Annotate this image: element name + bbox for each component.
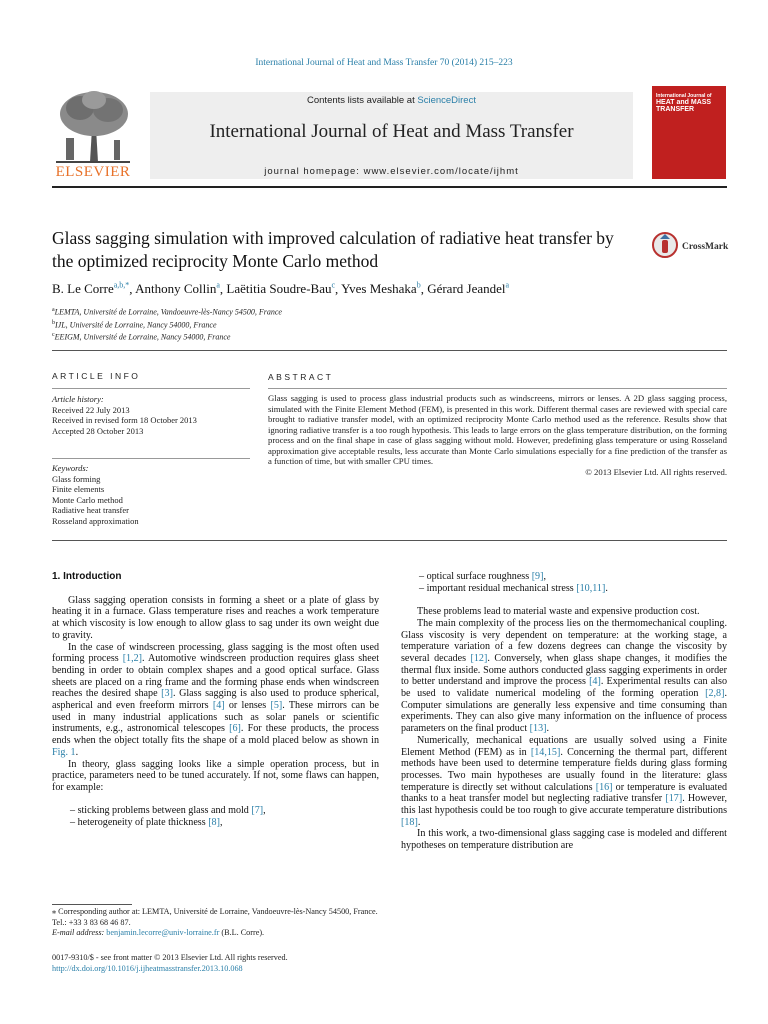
email-link[interactable]: benjamin.lecorre@univ-lorraine.fr [106,928,220,937]
affiliations [52,305,732,343]
list-item: – optical surface roughness [9], [419,571,546,582]
crossmark-label: CrossMark [682,242,729,252]
article-history [52,394,252,436]
sciencedirect-link[interactable]: ScienceDirect [417,95,476,106]
author-list: B. Le Corre$^{a,b,*}$, Anthony Collin$^a$, Laëtitia Soudre-Bau$^c$, Yves Meshaka$^b$, Gérard Jeandel$^a$ [52,281,510,297]
section-title: 1. Introduction [52,571,122,582]
author-5[interactable]: Gérard Jeandel$^a$ [427,281,510,297]
keyword: Radiative heat transfer [52,505,129,515]
list-item: – heterogeneity of plate thickness [8], [70,817,223,829]
cover-title: HEAT and MASS TRANSFER [656,99,712,113]
contents-prefix: Contents lists available at [307,95,418,106]
homepage-url[interactable]: www.elsevier.com/locate/ijhmt [363,166,519,177]
abstract-body: Glass sagging is used to process glass industrial products such as windscreens, mirrors or lenses. A 2D glass sagging process, simulated with the Finite Element Method (FEM), is presented in this work. Different thermal cases are reviewed with special care brought to radiative transfer model, with an optimized reciprocity Monte Carlo method used as the reference. Results show that ignoring radiative transfer is a too rough hypothesis. This leads to large errors on the glass temperature distribution, on the forming process and on the final shape in case of glass sagging without mold. However, predefining glass temperature or using Rosseland approximation give acceptable results, less accurate than Monte Carlo simulations especially for a fine prediction of the transfer as a function of time, but with smaller CPU times. [268,393,727,466]
history-label: Article history: [52,394,104,404]
list-item: – important residual mechanical stress [10,11]. [419,582,608,594]
paragraph: Numerically, mechanical equations are usually solved using a Finite Element Method (FEM) as in [14,15]. Concerning the thermal part, different methods have been used to determine temperature fields during glass forming processes. Two main hypotheses are usually found in the literature: glass temperature is directly set without calculations [16] or temperature is evaluated thanks to a heat transfer model but neglecting radiative transfer [17]. However, this last hypothesis could be too rough to give accurate temperature distributions [18]. [401,734,727,828]
keywords-label: Keywords: [52,463,89,473]
contents-line [150,95,633,106]
citation-link[interactable]: [4] [589,676,601,688]
keyword: Glass forming [52,473,101,484]
keyword: Monte Carlo method [52,494,123,505]
keywords-block [52,463,252,526]
list-item: – sticking problems between glass and mold [7], [70,805,266,817]
paragraph: Glass sagging operation consists in forming a sheet or a plate of glass by heating it in a furnace. Glass temperature rises and reaches a work temperature at which viscosity is low enough to allow glass to sag under its own weight due to gravity. [52,594,379,641]
affiliation-c: $^c$EEIGM, Université de Lorraine, Nancy 54000, France [52,332,231,342]
issn-line: 0017-9310/$ - see front matter © 2013 Elsevier Ltd. All rights reserved. [52,953,288,962]
abstract-heading: ABSTRACT [268,372,334,382]
citation-link[interactable]: [3] [161,688,173,700]
journal-cover-thumbnail [652,86,726,179]
citation-link[interactable]: [10,11] [576,582,606,594]
article-title: Glass sagging simulation with improved calculation of radiative heat transfer by the optimized reciprocity Monte Carlo method [52,228,614,271]
divider [52,350,727,351]
divider [52,458,250,459]
footnote-rule [52,904,132,905]
crossmark-badge[interactable] [651,230,731,260]
revised-date: Received in revised form 18 October 2013 [52,415,197,425]
paragraph: In theory, glass sagging looks like a simple operation process, but in practice, parameters need to be tuned accurately. If not, some flaws can happen, for example: [52,758,379,793]
journal-reference[interactable]: International Journal of Heat and Mass Transfer 70 (2014) 215–223 [255,58,513,68]
keyword: Finite elements [52,484,105,494]
author-3[interactable]: Laëtitia Soudre-Bau$^c$ [226,281,336,297]
header-rule [52,186,727,188]
article-info-heading: ARTICLE INFO [52,371,141,381]
email-label: E-mail address: [52,928,107,937]
paragraph: In this work, a two-dimensional glass sagging case is modeled and different hypotheses on temperature distribution are [401,828,727,852]
divider [52,388,250,389]
doi-link[interactable]: http://dx.doi.org/10.1016/j.ijheatmasstransfer.2013.10.068 [52,963,243,973]
citation-link[interactable]: [8] [208,817,220,829]
author-4[interactable]: Yves Meshaka$^b$ [341,281,421,297]
paragraph: The main complexity of the process lies on the thermomechanical coupling. Glass viscosity is very dependent on temperature: at the working stage, a temperature variation of a few dozens degrees can change the viscosity by several decades [12]. Conversely, when glass shape changes, it modifies the thermal flux inside. Some authors conducted glass sagging experiments in order to better understand and improve the process [4]. Experimental results can also be used to validate numerical modeling of the forming operation [2,8]. Computer simulations are generally less expensive and time consuming than experiments. They can also give many information on the influence of process parameters on the final product [13]. [401,617,727,735]
body-column-left [52,571,379,829]
divider [268,388,727,389]
affiliation-a: $^a$LEMTA, Université de Lorraine, Vandoeuvre-lès-Nancy 54500, France [52,307,282,317]
paragraph: These problems lead to material waste and expensive production cost. [417,606,700,618]
citation-link[interactable]: [16] [595,781,613,793]
journal-homepage [150,166,633,177]
citation-link[interactable]: [12] [470,652,488,664]
citation-link[interactable]: [1,2] [122,653,143,665]
citation-link[interactable]: [7] [251,805,264,817]
homepage-prefix: journal homepage: [264,166,364,177]
divider [52,540,727,541]
corresponding-footnote: ⁎ Corresponding author at: LEMTA, Université de Lorraine, Vandoeuvre-lès-Nancy 54500, France. Tel.: +33 3 83 68 46 87. E-mail address: benjamin.lecorre@univ-lorraine.fr (B.L. Corre). [52,907,378,937]
abstract-copyright: © 2013 Elsevier Ltd. All rights reserved. [585,466,727,477]
corresponding-author: ⁎ Corresponding author at: LEMTA, Université de Lorraine, Vandoeuvre-lès-Nancy 54500, France. Tel.: +33 3 83 68 46 87. [52,907,378,927]
affiliation-b: $^b$IJL, Université de Lorraine, Nancy 54000, France [52,319,217,330]
author-2[interactable]: Anthony Collin$^a$ [135,281,220,297]
cover-subtitle: International Journal of [656,93,712,99]
abstract-text [268,393,727,477]
citation-link[interactable]: [6] [229,723,241,735]
figure-link[interactable]: Fig. 1 [52,746,76,758]
citation-link[interactable]: [5] [270,700,283,712]
citation-link[interactable]: [18] [401,816,418,828]
front-matter [52,953,452,974]
citation-link[interactable]: [2,8] [705,688,725,700]
citation-link[interactable]: [13] [529,723,547,735]
received-date: Received 22 July 2013 [52,404,130,415]
elsevier-wordmark: ELSEVIER [55,164,131,180]
citation-link[interactable]: [14,15] [530,746,561,758]
citation-link[interactable]: [9] [531,571,544,582]
keyword: Rosseland approximation [52,515,139,526]
body-column-right [401,571,727,852]
citation-link[interactable]: [17] [665,793,683,805]
accepted-date: Accepted 28 October 2013 [52,425,144,436]
paragraph: In the case of windscreen processing, glass sagging is the most often used forming process [1,2]. Automotive windscreen production requires glass sheet bending in order to obtain complex shapes and a good optical surface. Glass sheets are placed on a ring frame and the forming phase ends when windscreen reaches the desired shape [3]. Glass sagging is also used to produce spherical, aspherical and even freeform mirrors [4] or lenses [5]. These mirrors can be used in many industrial applications such as solar panels or scientific instruments, e.g., astronomical telescopes [6]. For these products, the process ends when the object totally fits the shape of a mold placed below as shown in Fig. 1. [52,641,380,758]
author-1[interactable]: B. Le Corre$^{a,b,*}$ [52,281,130,297]
journal-title: International Journal of Heat and Mass Transfer [209,121,574,142]
citation-link[interactable]: [4] [212,700,225,712]
